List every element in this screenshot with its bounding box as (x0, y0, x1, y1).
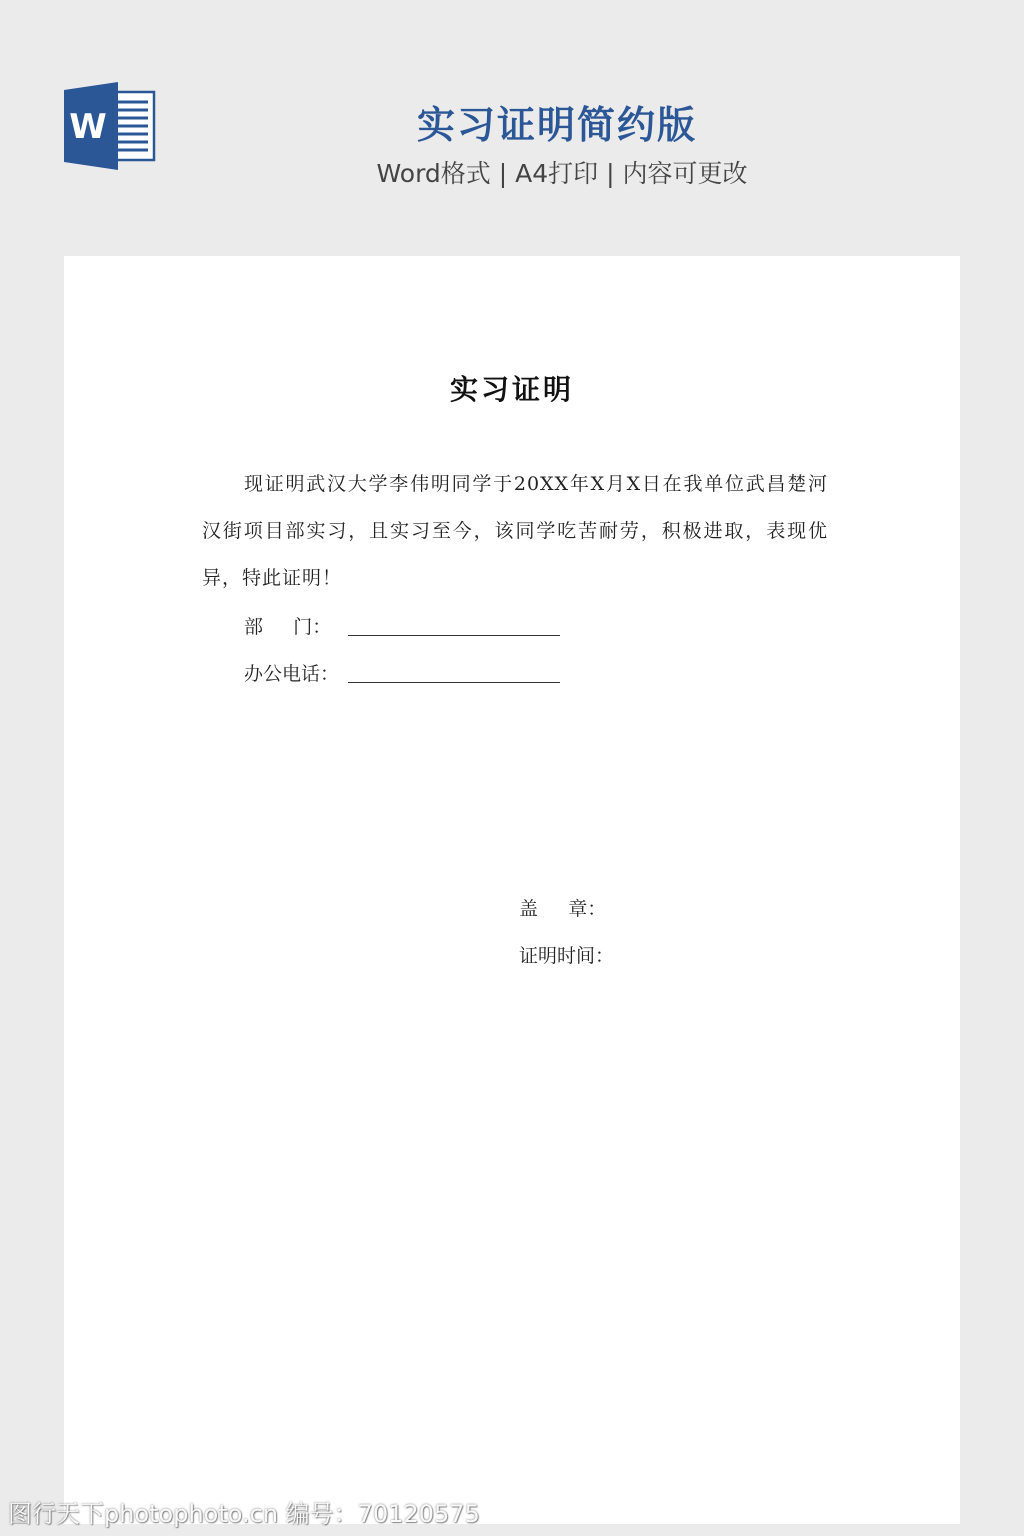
page-subtitle: Word格式 | A4打印 | 内容可更改 (376, 159, 748, 188)
department-blank-line (348, 635, 560, 636)
department-field (244, 609, 560, 639)
watermark-text: 图行天下photophoto.cn 编号：70120575 (8, 1500, 480, 1528)
word-logo-letter: W (69, 107, 107, 147)
document-title: 实习证明 (449, 373, 574, 406)
office-phone-label: 办公电话： (244, 663, 340, 685)
page-title: 实习证明简约版 (416, 103, 697, 147)
office-phone-blank-line (348, 682, 560, 683)
office-phone-field (244, 656, 560, 686)
document-page (64, 256, 960, 1524)
stamp-label: 盖 章： (519, 898, 607, 920)
certify-date-label: 证明时间： (519, 945, 615, 967)
department-label: 部 门： (244, 616, 332, 638)
document-body: 现证明武汉大学李伟明同学于20XX年X月X日在我单位武昌楚河汉街项目部实习，且实习至今，该同学吃苦耐劳，积极进取，表现优异，特此证明！ (202, 473, 828, 589)
page-header (0, 0, 1024, 256)
